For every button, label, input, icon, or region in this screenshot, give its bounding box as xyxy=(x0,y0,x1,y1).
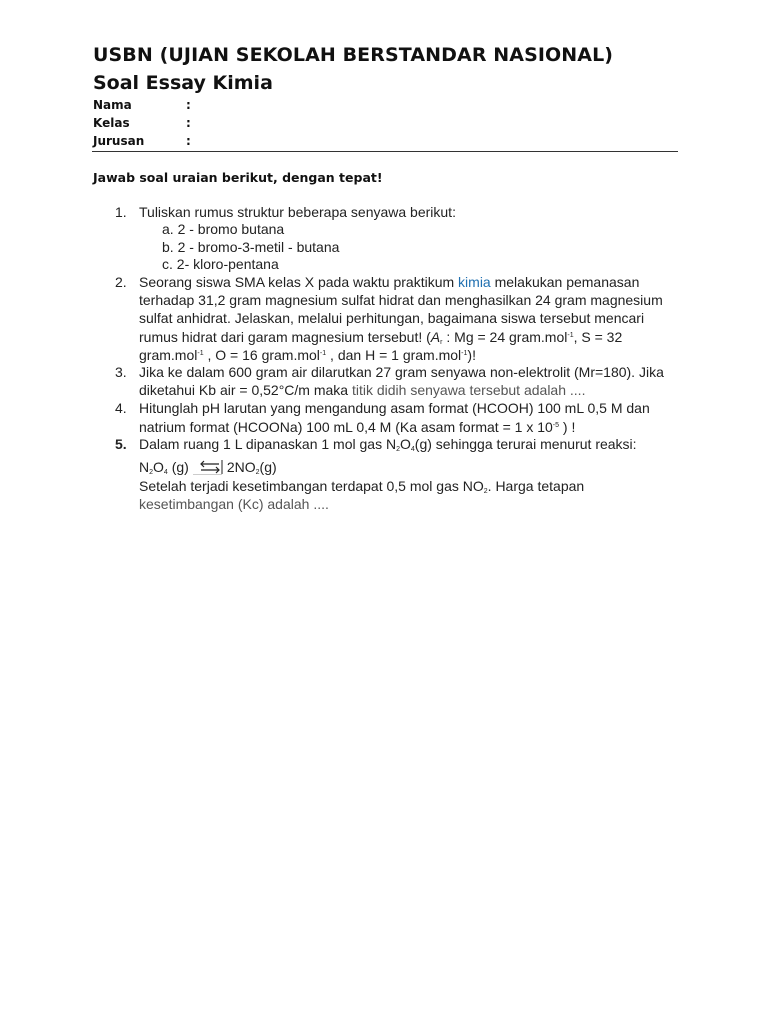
question-3-line-2 xyxy=(139,381,585,399)
field-colon: : xyxy=(186,134,191,148)
text-run: N xyxy=(139,459,150,475)
text-run: (g) sehingga terurai menurut reaksi: xyxy=(414,436,637,452)
subscript: 2 xyxy=(149,469,154,476)
text-run: (g) xyxy=(259,459,277,475)
question-2-line-1 xyxy=(139,273,639,291)
text-run: melakukan pemanasan xyxy=(490,274,640,290)
text-run: Seorang siswa SMA kelas X pada waktu praktikum xyxy=(139,274,459,290)
subscript: 4 xyxy=(410,446,415,453)
field-label: Nama xyxy=(93,98,132,112)
text-run: titik didih senyawa tersebut adalah .... xyxy=(351,382,586,398)
text-run: natrium format (HCOONa) 100 mL 0,4 M (Ka asam format = 1 x 10 xyxy=(139,419,553,435)
text-run: Setelah terjadi kesetimbangan terdapat 0,5 mol gas NO xyxy=(139,478,484,494)
subscript: 2 xyxy=(255,469,260,476)
equilibrium-arrow-icon xyxy=(191,459,225,475)
field-colon: : xyxy=(186,116,191,130)
text-run: O xyxy=(153,459,164,475)
field-colon: : xyxy=(186,98,191,112)
question-1-item-c: c. 2- kloro-pentana xyxy=(162,256,279,272)
question-1-item-b: b. 2 - bromo-3-metil - butana xyxy=(162,239,340,255)
question-number: 4. xyxy=(115,400,127,416)
field-nama xyxy=(93,98,191,112)
question-2-line-3: sulfat anhidrat. Jelaskan, melalui perhitungan, bagaimana siswa tersebut mencari xyxy=(139,310,645,326)
document-title: USBN (UJIAN SEKOLAH BERSTANDAR NASIONAL) xyxy=(93,44,614,66)
question-number: 2. xyxy=(115,274,127,290)
text-run: (g) xyxy=(167,459,189,475)
text-run: 2NO xyxy=(226,459,256,475)
instruction: Jawab soal uraian berikut, dengan tepat! xyxy=(93,170,383,185)
question-number: 1. xyxy=(115,204,127,220)
text-run: . Harga tetapan xyxy=(487,478,585,494)
text-run: , O = 16 gram.mol xyxy=(203,347,320,363)
text-run: , S = 32 xyxy=(573,329,623,345)
subscript: r xyxy=(440,339,443,346)
superscript: -1 xyxy=(567,332,574,339)
question-2-line-2: terhadap 31,2 gram magnesium sulfat hidrat dan menghasilkan 24 gram magnesium xyxy=(139,292,663,308)
field-label: Jurusan xyxy=(93,134,145,148)
question-number: 5. xyxy=(115,436,127,452)
field-jurusan xyxy=(93,134,191,148)
text-run: )! xyxy=(467,347,476,363)
superscript: -1 xyxy=(461,350,468,357)
text-run: : Mg = 24 gram.mol xyxy=(442,329,568,345)
question-number: 3. xyxy=(115,364,127,380)
text-run: gram.mol xyxy=(139,347,198,363)
text-run: O xyxy=(399,436,411,452)
header-divider xyxy=(92,151,678,152)
superscript: -5 xyxy=(552,422,560,429)
question-5-line-1 xyxy=(139,435,637,459)
superscript: -1 xyxy=(319,350,327,357)
question-1-item-a: a. 2 - bromo butana xyxy=(162,221,285,237)
question-1-text: Tuliskan rumus struktur beberapa senyawa berikut: xyxy=(139,204,456,220)
text-run: diketahui Kb air = 0,52°C/m maka xyxy=(139,382,352,398)
superscript: -1 xyxy=(197,350,204,357)
question-4-line-1: Hitunglah pH larutan yang mengandung asam format (HCOOH) 100 mL 0,5 M dan xyxy=(139,400,650,416)
field-label: Kelas xyxy=(93,116,130,130)
field-kelas xyxy=(93,116,191,130)
kimia-link[interactable]: kimia xyxy=(458,274,491,290)
text-run: Dalam ruang 1 L dipanaskan 1 mol gas N xyxy=(139,436,397,452)
text-run: ) ! xyxy=(559,419,576,435)
document-subtitle: Soal Essay Kimia xyxy=(93,72,273,94)
text-run: rumus hidrat dari garam magnesium tersebut! ( xyxy=(139,329,431,345)
subscript: 2 xyxy=(396,446,400,453)
text-run: , dan H = 1 gram.mol xyxy=(326,347,462,363)
question-4-line-2 xyxy=(139,417,575,436)
subscript: 4 xyxy=(163,469,168,476)
question-3-line-1: Jika ke dalam 600 gram air dilarutkan 27 gram senyawa non-elektrolit (Mr=180). Jika xyxy=(139,364,664,380)
subscript: 2 xyxy=(483,488,488,495)
ar-symbol: A xyxy=(430,329,441,345)
question-2-line-5 xyxy=(139,345,476,364)
question-5-line-4: kesetimbangan (Kc) adalah .... xyxy=(139,496,329,512)
